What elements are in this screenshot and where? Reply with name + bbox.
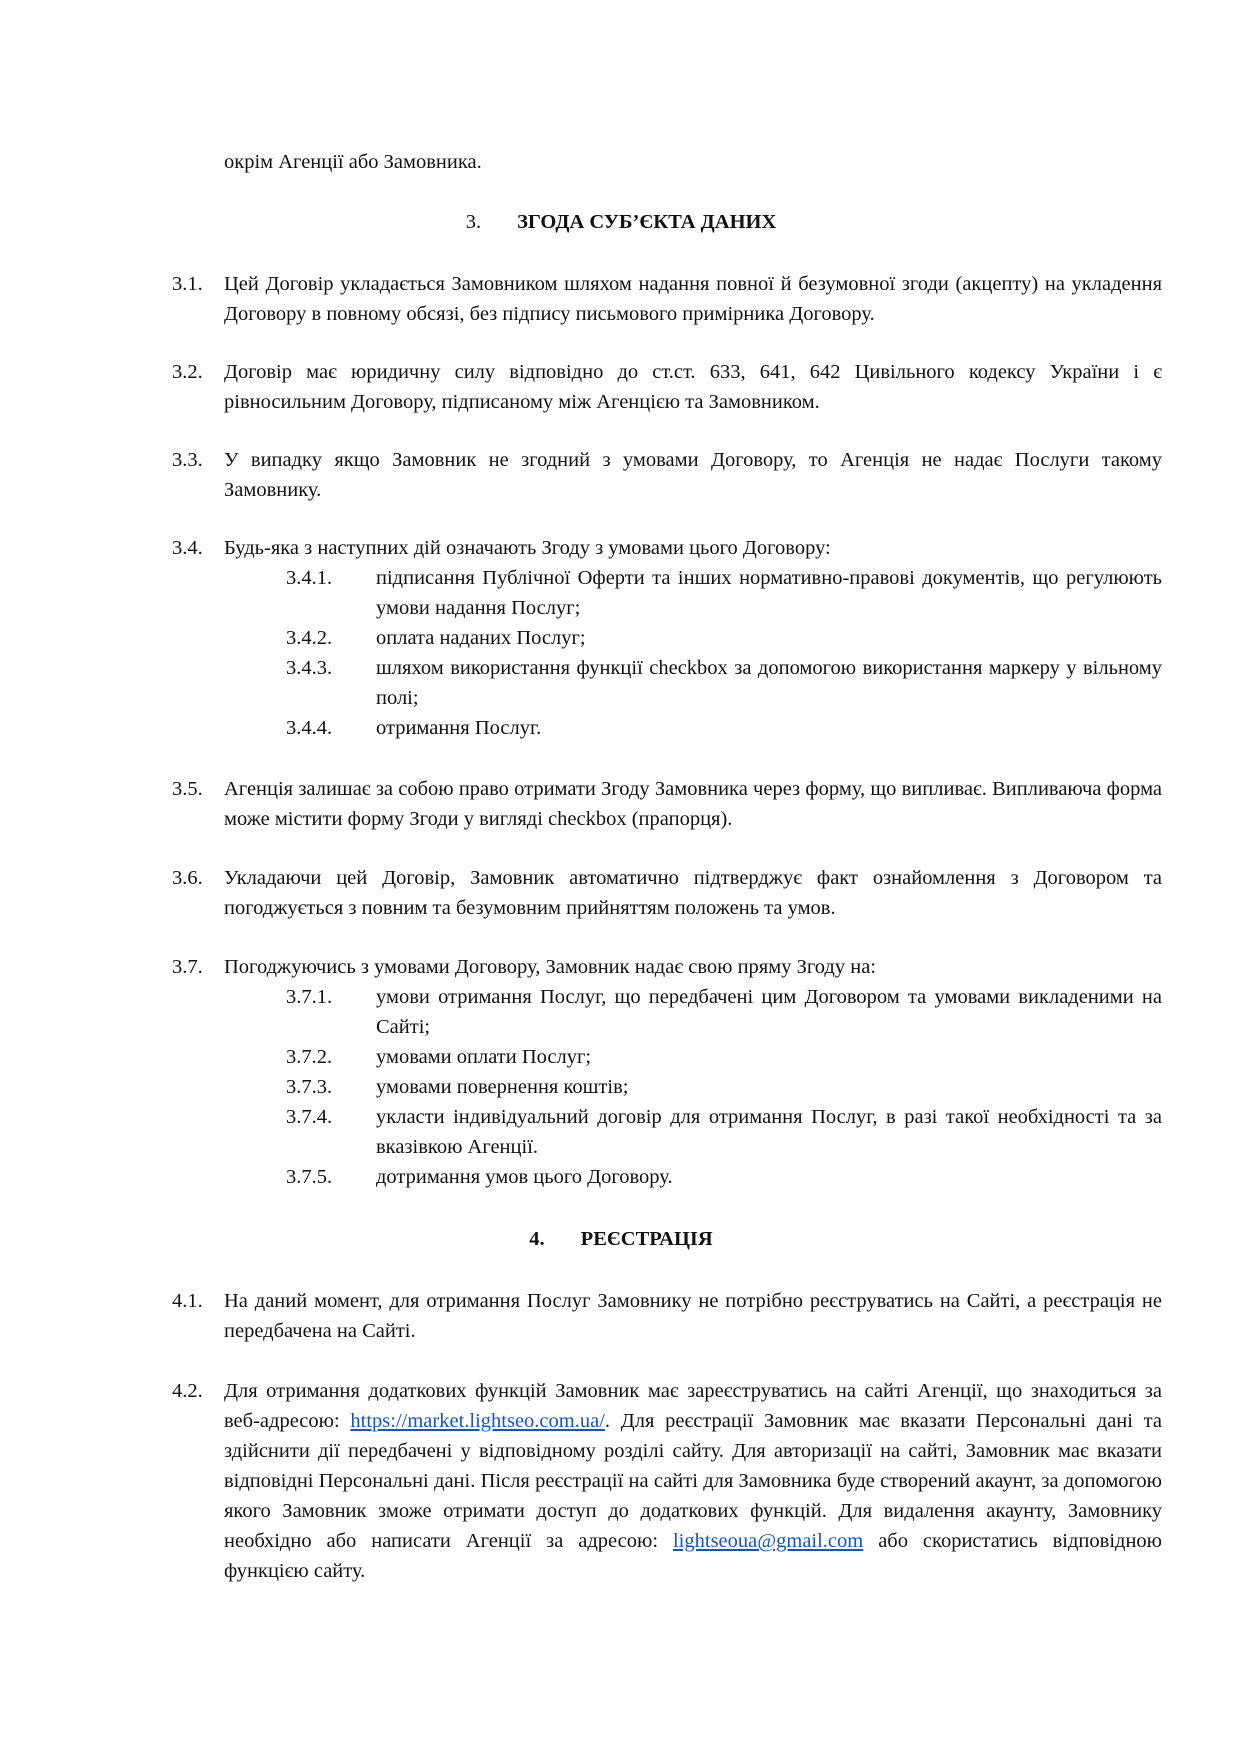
section-4-number: 4. bbox=[529, 1228, 545, 1250]
subclause-number: 3.4.4. bbox=[286, 717, 333, 739]
subclause-3-4-4 bbox=[286, 713, 1162, 743]
clause-3-2 bbox=[172, 357, 1162, 417]
clause-3-6 bbox=[172, 863, 1162, 923]
clause-text-part-2: . Для реєстрації Замовник має вказати Персональні дані та здійснити дії передбачені у відповідному розділі сайту. Для авторизації на сайті, Замовник має вказати відповідні Персональні дані. Після реєстрації на сайті для Замовника буде створений акаунт, за допомогою якого Замовник зможе отримати доступ до додаткових функцій. Для видалення акаунту, Замовнику необхідно або написати Агенції за адресою: bbox=[224, 1410, 1162, 1552]
clause-3-5 bbox=[172, 774, 1162, 834]
section-3-number: 3. bbox=[465, 211, 482, 233]
clause-text-part-1: Для отримання додаткових функцій Замовник має зареєструватись на сайті Агенції, що знаходиться за веб-адресою: bbox=[224, 1380, 1162, 1432]
subclause-3-7-5 bbox=[286, 1162, 1162, 1192]
subclause-3-4-3 bbox=[286, 653, 1162, 713]
clause-number: 4.2. bbox=[172, 1380, 203, 1402]
subclause-text: умовами повернення коштів; bbox=[376, 1076, 629, 1098]
clause-text: На даний момент, для отримання Послуг Замовнику не потрібно реєструватись на Сайті, а реєстрація не передбачена на Сайті. bbox=[224, 1290, 1162, 1342]
subclause-text: укласти індивідуальний договір для отримання Послуг, в разі такої необхідності та за вказівкою Агенції. bbox=[376, 1106, 1162, 1158]
clause-text: Погоджуючись з умовами Договору, Замовник надає свою пряму Згоду на: bbox=[224, 956, 876, 978]
subclause-text: дотримання умов цього Договору. bbox=[376, 1166, 673, 1188]
clause-3-4 bbox=[172, 533, 1162, 563]
subclause-text: отримання Послуг. bbox=[376, 717, 542, 739]
clause-number: 3.4. bbox=[172, 537, 203, 559]
subclause-3-4-1 bbox=[286, 563, 1162, 623]
agency-email-link[interactable]: lightseoua@gmail.com bbox=[672, 1530, 864, 1552]
subclause-number: 3.7.5. bbox=[286, 1166, 333, 1188]
clause-number: 3.6. bbox=[172, 867, 203, 889]
clause-text: Цей Договір укладається Замовником шляхом надання повної й безумовної згоди (акцепту) на укладення Договору в повному обсязі, без підпису письмового примірника Договору. bbox=[224, 273, 1162, 325]
clause-text: Договір має юридичну силу відповідно до ст.ст. 633, 641, 642 Цивільного кодексу України і є рівносильним Договору, підписаному між Агенцією та Замовником. bbox=[224, 361, 1162, 413]
clause-text: Укладаючи цей Договір, Замовник автоматично підтверджує факт ознайомлення з Договором та погоджується з повним та безумовним прийняттям положень та умов. bbox=[224, 867, 1162, 919]
subclause-text: умови отримання Послуг, що передбачені цим Договором та умовами викладеними на Сайті; bbox=[376, 986, 1162, 1038]
clause-4-2 bbox=[172, 1376, 1162, 1586]
clause-number: 4.1. bbox=[172, 1290, 203, 1312]
clause-3-7 bbox=[172, 952, 1162, 982]
clause-3-1 bbox=[172, 269, 1162, 329]
clause-4-1 bbox=[172, 1286, 1162, 1346]
section-3-heading bbox=[0, 207, 1242, 237]
clause-number: 3.7. bbox=[172, 956, 203, 978]
clause-3-3 bbox=[172, 445, 1162, 505]
subclause-3-7-1 bbox=[286, 982, 1162, 1042]
clause-number: 3.5. bbox=[172, 778, 203, 800]
subclause-text: умовами оплати Послуг; bbox=[376, 1046, 592, 1068]
subclause-number: 3.7.2. bbox=[286, 1046, 333, 1068]
market-site-link[interactable]: https://market.lightseo.com.ua/ bbox=[350, 1410, 605, 1432]
subclause-text: підписання Публічної Оферти та інших нормативно-правові документів, що регулюють умови надання Послуг; bbox=[376, 567, 1162, 619]
clause-text: Агенція залишає за собою право отримати Згоду Замовника через форму, що випливає. Випливаюча форма може містити форму Згоди у вигляді checkbox (прапорця). bbox=[224, 778, 1162, 830]
subclause-text: шляхом використання функції checkbox за допомогою використання маркеру у вільному полі; bbox=[376, 657, 1162, 709]
continuation-text: окрім Агенції або Замовника. bbox=[224, 151, 482, 173]
subclause-3-7-3 bbox=[286, 1072, 1162, 1102]
subclause-text: оплата наданих Послуг; bbox=[376, 627, 586, 649]
section-4-title: РЕЄСТРАЦІЯ bbox=[580, 1228, 713, 1250]
clause-text-part-3: або скористатись відповідною функцією сайту. bbox=[224, 1530, 1162, 1582]
subclause-3-7-4 bbox=[286, 1102, 1162, 1162]
section-4-heading bbox=[0, 1224, 1242, 1254]
clause-number: 3.3. bbox=[172, 449, 203, 471]
subclause-number: 3.4.2. bbox=[286, 627, 333, 649]
clause-text: Будь-яка з наступних дій означають Згоду з умовами цього Договору: bbox=[224, 537, 831, 559]
subclause-number: 3.4.1. bbox=[286, 567, 333, 589]
subclause-number: 3.4.3. bbox=[286, 657, 333, 679]
subclause-3-4-2 bbox=[286, 623, 1162, 653]
subclause-number: 3.7.1. bbox=[286, 986, 333, 1008]
clause-number: 3.1. bbox=[172, 273, 203, 295]
clause-text bbox=[224, 1376, 1162, 1586]
subclause-number: 3.7.3. bbox=[286, 1076, 333, 1098]
section-3-title: ЗГОДА СУБ’ЄКТА ДАНИХ bbox=[517, 211, 777, 233]
clause-number: 3.2. bbox=[172, 361, 203, 383]
subclause-number: 3.7.4. bbox=[286, 1106, 333, 1128]
subclause-3-7-2 bbox=[286, 1042, 1162, 1072]
clause-text: У випадку якщо Замовник не згодний з умовами Договору, то Агенція не надає Послуги такому Замовнику. bbox=[224, 449, 1162, 501]
